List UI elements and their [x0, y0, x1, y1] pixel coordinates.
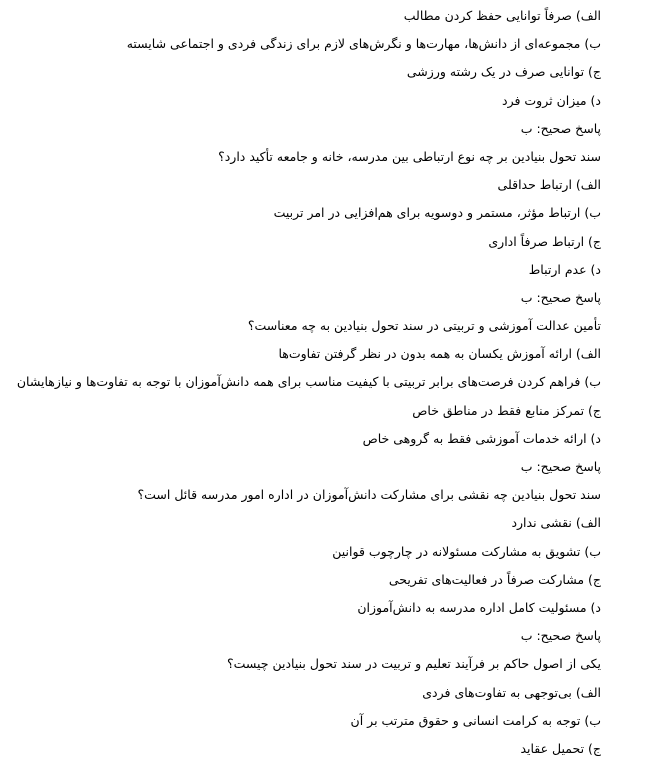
option-line: د) ارائه خدمات آموزشی فقط به گروهی خاص — [362, 430, 601, 446]
option-line: ج) تمرکز منابع فقط در مناطق خاص — [412, 402, 601, 418]
option-line: ب) فراهم کردن فرصت‌های برابر تربیتی با کیفیت مناسب برای همه دانش‌آموزان با توجه به تفاوت‌ها و نیازهایشان — [16, 374, 601, 390]
question-line: سند تحول بنیادین بر چه نوع ارتباطی بین مدرسه، خانه و جامعه تأکید دارد؟ — [218, 148, 601, 164]
option-line: د) میزان ثروت فرد — [502, 92, 601, 108]
option-line: ج) ارتباط صرفاً اداری — [488, 233, 601, 249]
answer-line: پاسخ صحیح: ب — [520, 628, 601, 644]
option-line: ب) توجه به کرامت انسانی و حقوق مترتب بر آن — [350, 712, 601, 728]
option-line: الف) ارتباط حداقلی — [497, 177, 601, 193]
answer-line: پاسخ صحیح: ب — [520, 120, 601, 136]
question-line: تأمین عدالت آموزشی و تربیتی در سند تحول بنیادین به چه معناست؟ — [247, 318, 601, 334]
answer-line: پاسخ صحیح: ب — [520, 289, 601, 305]
option-line: د) مسئولیت کامل اداره مدرسه به دانش‌آموزان — [357, 599, 601, 615]
answer-line: پاسخ صحیح: ب — [520, 459, 601, 474]
option-line: الف) بی‌توجهی به تفاوت‌های فردی — [422, 684, 601, 700]
option-line: ب) ارتباط مؤثر، مستمر و دوسویه برای هم‌افزایی در امر تربیت — [273, 205, 601, 221]
question-line: سند تحول بنیادین چه نقشی برای مشارکت دانش‌آموزان در اداره امور مدرسه قائل است؟ — [137, 487, 601, 503]
option-line: ج) توانایی صرف در یک رشته ورزشی — [406, 64, 601, 80]
option-line: الف) صرفاً توانایی حفظ کردن مطالب — [403, 8, 601, 23]
quiz-text — [11, 2, 601, 763]
option-line: الف) نقشی ندارد — [511, 515, 601, 531]
option-line: ج) مشارکت صرفاً در فعالیت‌های تفریحی — [388, 571, 601, 587]
question-line: یکی از اصول حاکم بر فرآیند تعلیم و تربیت در سند تحول بنیادین چیست؟ — [226, 656, 601, 672]
option-line: الف) ارائه آموزش یکسان به همه بدون در نظر گرفتن تفاوت‌ها — [278, 346, 601, 362]
option-line: ب) تشویق به مشارکت مسئولانه در چارچوب قوانین — [332, 543, 601, 559]
option-line: د) عدم ارتباط — [528, 261, 601, 277]
option-line: ب) مجموعه‌ای از دانش‌ها، مهارت‌ها و نگرش‌های لازم برای زندگی فردی و اجتماعی شایسته — [126, 36, 601, 52]
option-line: ج) تحمیل عقاید — [520, 740, 601, 756]
